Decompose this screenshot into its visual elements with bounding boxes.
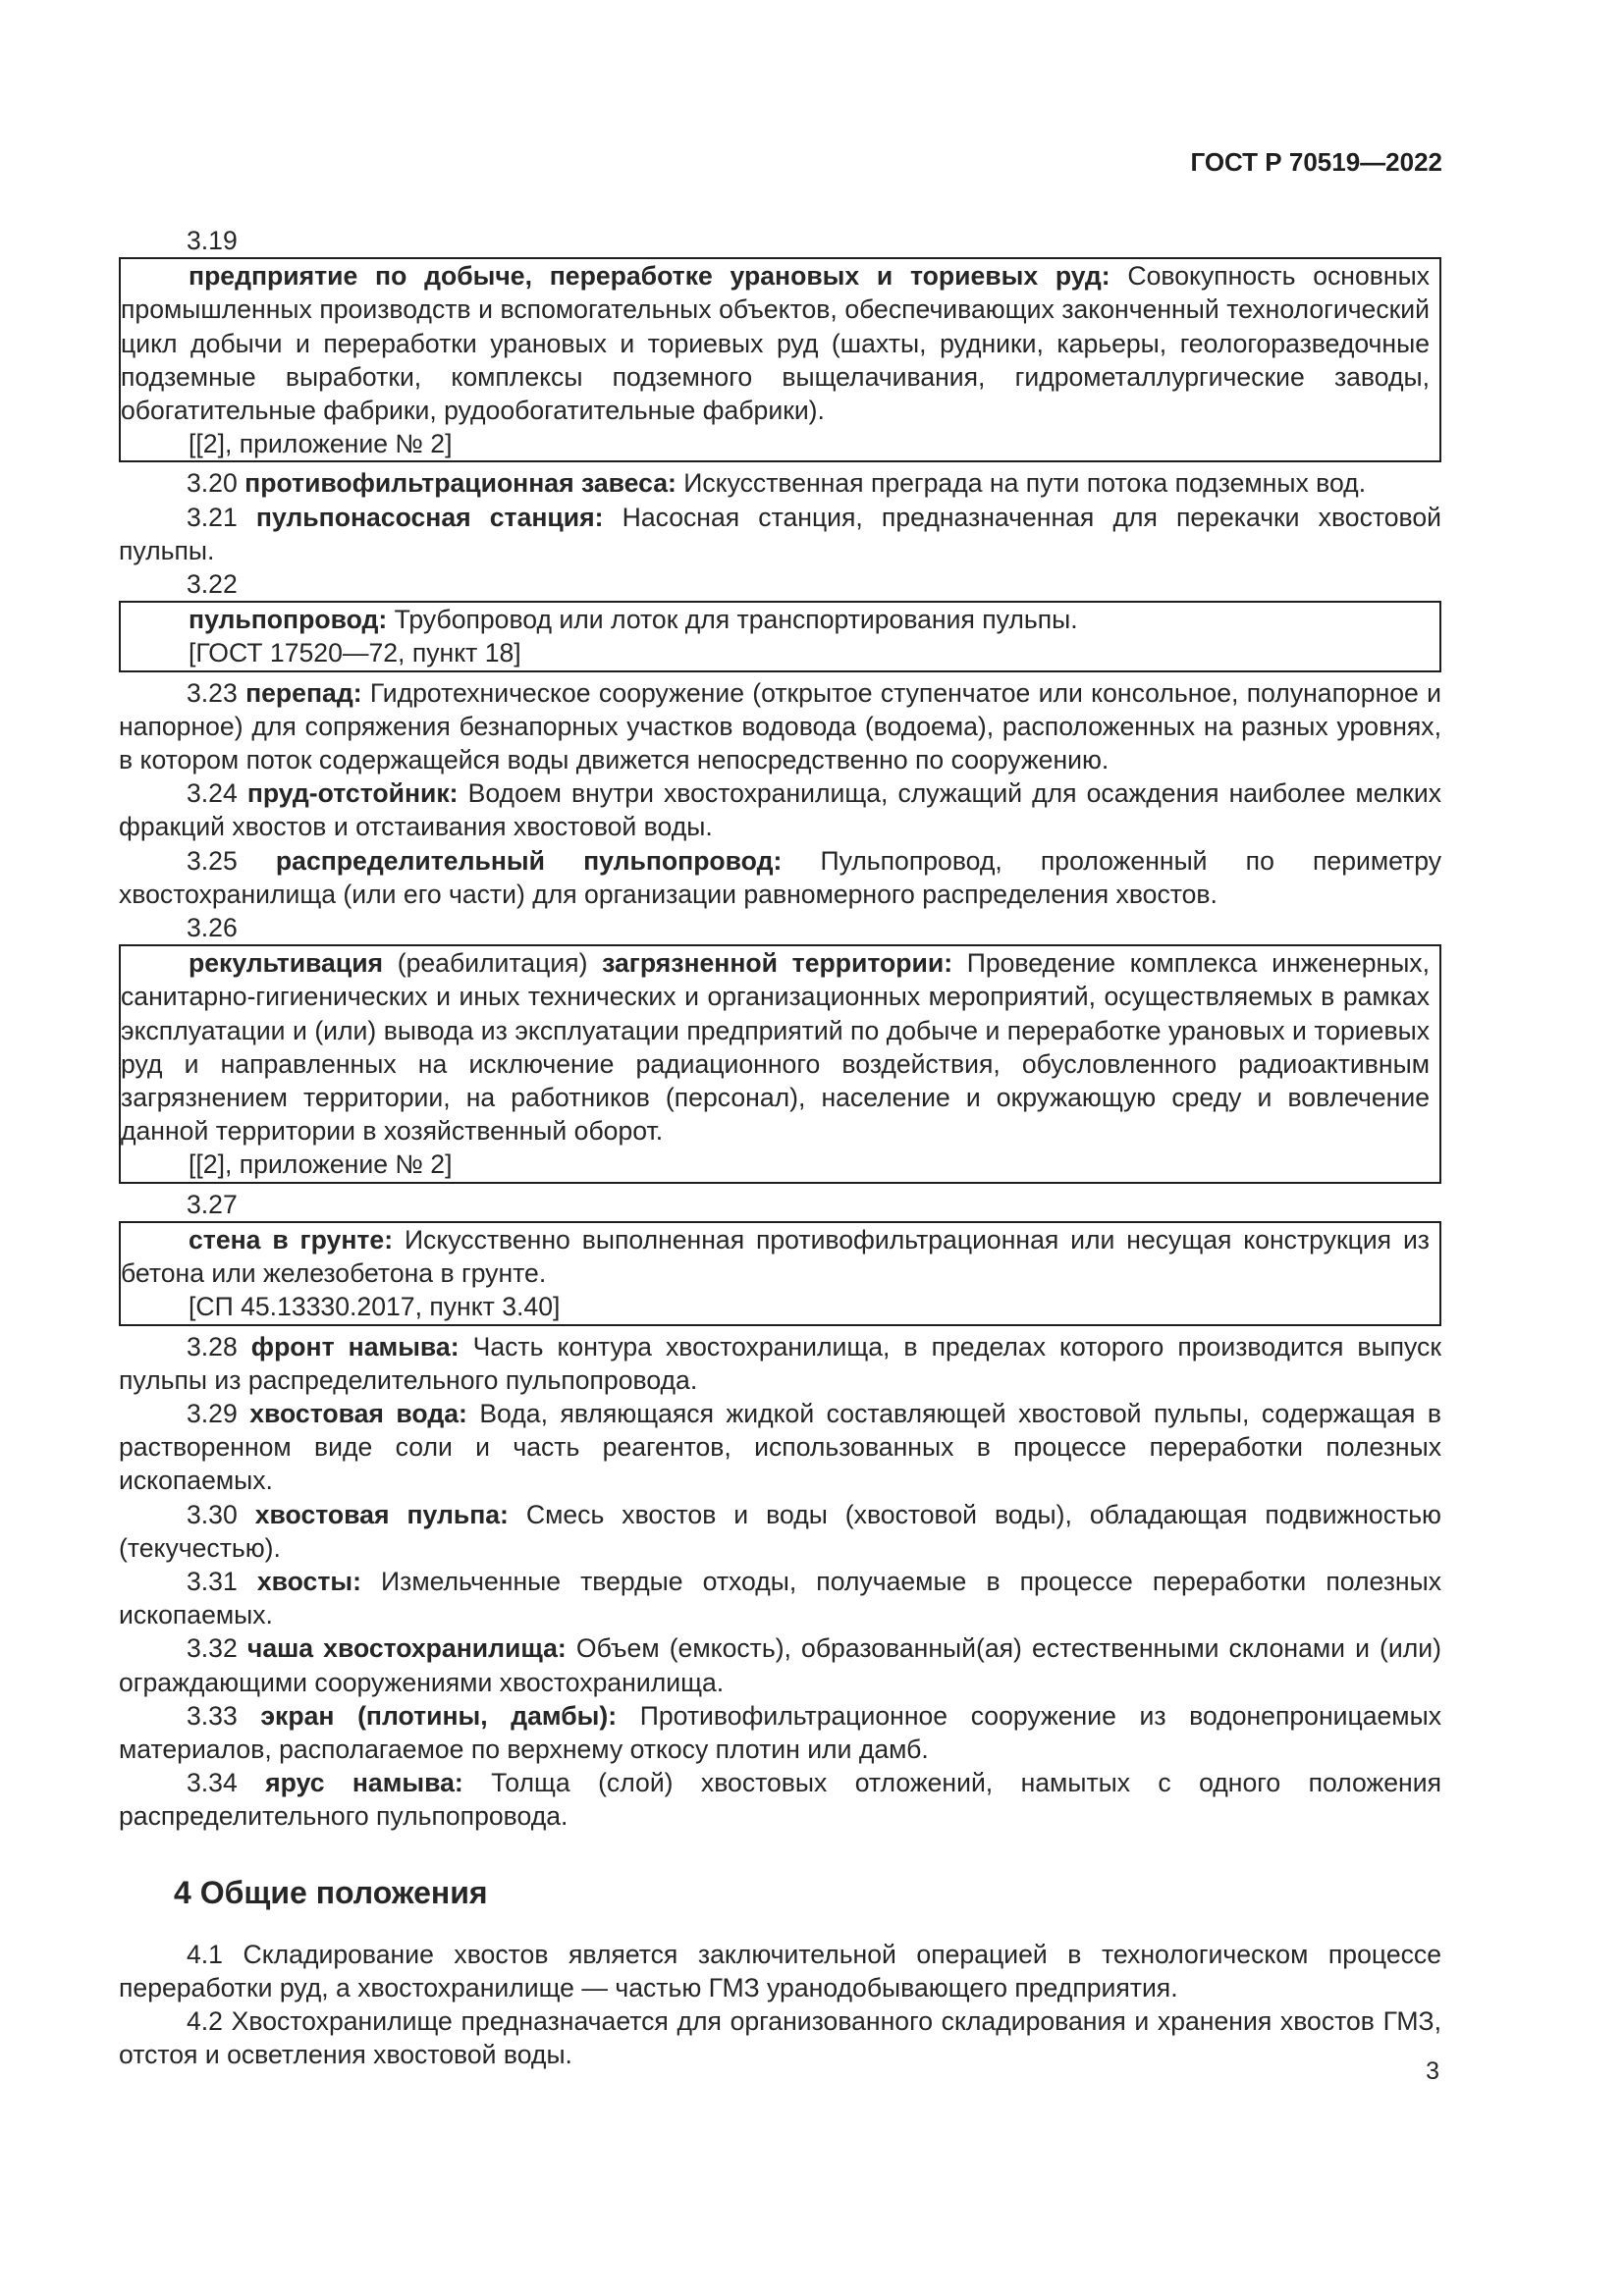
definition-text: Противофильтрационное сооружение из водонепроницаемых материалов, располагаемое по верхнему откосу плотин или дамб.: [119, 1700, 1441, 1764]
term-synonym: (реабилитация): [383, 948, 603, 979]
definition: [119, 1498, 1441, 1565]
term: хвостовая вода:: [249, 1398, 467, 1428]
source-reference: [[2], приложение № 2]: [189, 1149, 453, 1180]
definition-text: Искусственно выполненная противофильтрационная или несущая конструкция из бетона или железобетона в грунте.: [121, 1224, 1430, 1289]
source-reference: [СП 45.13330.2017, пункт 3.40]: [189, 1292, 561, 1322]
term: хвосты:: [256, 1566, 361, 1596]
paragraph-4-2: 4.2 Хвостохранилище предназначается для организованного складирования и хранения хвостов ГМЗ, отстоя и осветления хвостовой воды.: [119, 2005, 1441, 2070]
clause-number: 3.34: [187, 1768, 238, 1798]
document-number: ГОСТ Р 70519—2022: [1190, 147, 1442, 177]
page-number: 3: [1426, 2057, 1439, 2085]
term: пруд-отстойник:: [246, 778, 459, 809]
term: противофильтрационная завеса:: [244, 468, 677, 499]
definition: [119, 501, 1441, 567]
clause-number: 3.23: [187, 677, 238, 708]
page-content: [119, 224, 1441, 2071]
definition: [121, 946, 1430, 1148]
definition: [121, 603, 1430, 636]
term: перепад:: [245, 677, 362, 708]
term: распределительный пульпопровод:: [275, 845, 783, 876]
clause-number: 3.24: [187, 778, 238, 809]
quoted-definition-box: [119, 1221, 1441, 1326]
definition: [119, 1766, 1441, 1833]
term: рекультивация: [189, 948, 384, 979]
definition-text: Совокупность основных промышленных производств и вспомогательных объектов, обеспечивающих законченный технологический цикл добычи и переработки урановых и ториевых руд (шахты, рудники, карьеры, геологоразведочные подземные выработки, комплексы подземного выщелачивания, гидрометаллургические заводы, обогатительные фабрики, рудообогатительные фабрики).: [121, 261, 1431, 426]
term: стена в грунте:: [189, 1224, 394, 1255]
term: хвостовая пульпа:: [254, 1499, 509, 1529]
clause-number: 3.29: [187, 1398, 238, 1428]
quoted-definition-box: [119, 944, 1441, 1183]
clause-number: 3.19: [187, 226, 238, 255]
source-reference: [[2], приложение № 2]: [189, 429, 453, 459]
definition: [121, 1223, 1430, 1290]
clause-number: 3.21: [187, 502, 238, 532]
clause-number: 3.32: [187, 1633, 238, 1664]
clause-number: 3.33: [187, 1700, 238, 1731]
definition-text: Толща (слой) хвостовых отложений, намытых с одного положения распределительного пульпопровода.: [119, 1768, 1442, 1832]
term: загрязненной территории:: [602, 948, 953, 979]
definition-text: Измельченные твердые отходы, получаемые в процессе переработки полезных ископаемых.: [119, 1566, 1441, 1630]
clause-number: 3.20: [187, 468, 238, 499]
definition: [119, 844, 1441, 911]
clause-number: 3.22: [187, 569, 238, 600]
clause-number: 3.30: [187, 1499, 238, 1529]
term: экран (плотины, дамбы):: [260, 1700, 618, 1731]
clause-number: 3.25: [187, 845, 238, 876]
definition: [119, 466, 1441, 500]
term: пульпонасосная станция:: [255, 502, 604, 532]
definition: [119, 1565, 1441, 1631]
definition-text: Часть контура хвостохранилища, в пределах которого производится выпуск пульпы из распределительного пульпопровода.: [119, 1331, 1441, 1395]
definition: [119, 1397, 1441, 1498]
quoted-definition-box: [119, 601, 1441, 671]
definition-text: Искусственная преграда на пути потока подземных вод.: [676, 468, 1367, 499]
definition-text: Водоем внутри хвостохранилища, служащий для осаждения наиболее мелких фракций хвостов и отстаивания хвостовой воды.: [119, 778, 1441, 842]
term: предприятие по добыче, переработке урановых и ториевых руд:: [189, 261, 1110, 292]
source-reference: [ГОСТ 17520—72, пункт 18]: [189, 638, 521, 668]
definition-text: Насосная станция, предназначенная для перекачки хвостовой пульпы.: [119, 502, 1442, 565]
definition-text: Проведение комплекса инженерных, санитарно-гигиенических и иных технических и организационных мероприятий, осуществляемых в рамках эксплуатации и (или) вывода из эксплуатации предприятий по добыче и переработке урановых и ториевых руд и направленных на исключение радиационного воздействия, обусловленного радиоактивным загрязнением территории, на работников (персонал), население и окружающую среду и вовлечение данной территории в хозяйственный оборот.: [121, 948, 1430, 1147]
definition-text: Объем (емкость), образованный(ая) естественными склонами и (или) ограждающими сооружениями хвостохранилища.: [119, 1633, 1441, 1697]
definition: [121, 259, 1430, 427]
definition: [119, 1330, 1441, 1397]
definition-text: Смесь хвостов и воды (хвостовой воды), обладающая подвижностью (текучестью).: [119, 1499, 1442, 1563]
term: пульпопровод:: [189, 605, 388, 635]
clause-number: 3.26: [187, 913, 238, 943]
term: чаша хвостохранилища:: [246, 1633, 567, 1664]
section-heading: 4 Общие положения: [174, 1874, 488, 1910]
paragraph-4-1: 4.1 Складирование хвостов является заключительной операцией в технологическом процессе переработки руд, а хвостохранилище — частью ГМЗ уранодобывающего предприятия.: [119, 1939, 1441, 2002]
definition: [119, 776, 1441, 843]
definition: [119, 676, 1441, 777]
definition-text: Вода, являющаяся жидкой составляющей хвостовой пульпы, содержащая в растворенном виде соли и часть реагентов, использованных в процессе переработки полезных ископаемых.: [119, 1398, 1441, 1496]
clause-number: 3.28: [187, 1331, 238, 1362]
quoted-definition-box: [119, 257, 1441, 462]
definition-text: Пульпопровод, проложенный по периметру хвостохранилища (или его части) для организации равномерного распределения хвостов.: [119, 845, 1442, 909]
term: фронт намыва:: [250, 1331, 460, 1362]
definition-text: Гидротехническое сооружение (открытое ступенчатое или консольное, полунапорное и напорное) для сопряжения безнапорных участков водовода (водоема), расположенных на разных уровнях, в котором поток содержащейся воды движется непосредственно по сооружению.: [119, 677, 1442, 775]
definition-text: Трубопровод или лоток для транспортирования пульпы.: [387, 605, 1078, 635]
term: ярус намыва:: [265, 1768, 463, 1798]
clause-number: 3.27: [187, 1189, 238, 1219]
definition: [119, 1699, 1441, 1766]
definition: [119, 1631, 1441, 1698]
clause-number: 3.31: [187, 1566, 238, 1596]
